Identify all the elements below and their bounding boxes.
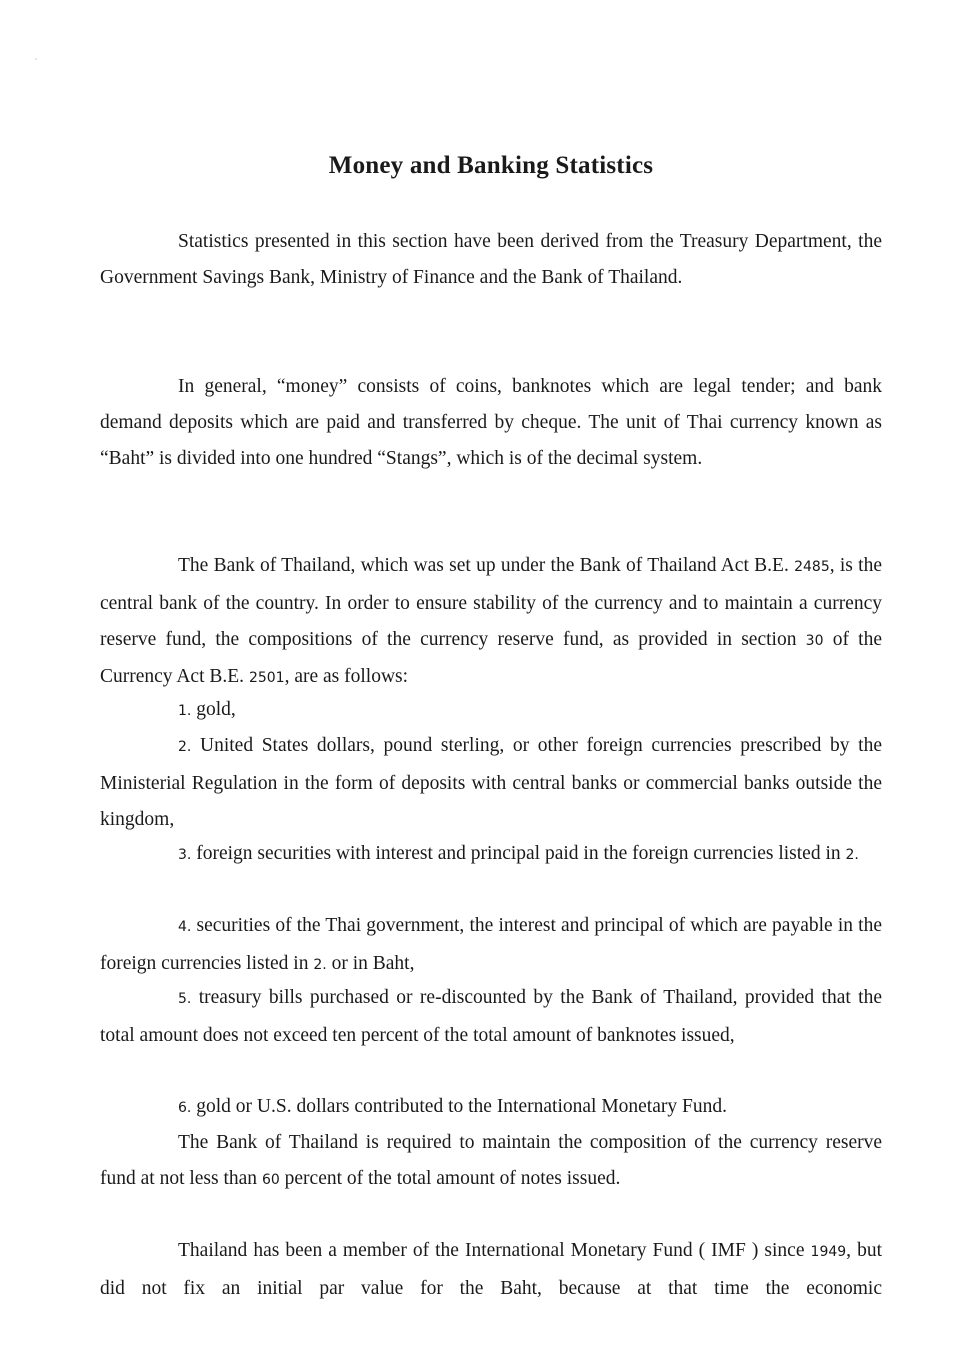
scan-speck	[35, 58, 37, 60]
item-number: 4.	[178, 919, 192, 935]
item-text: securities of the Thai government, the interest and principal of which are payable in the foreign currencies listed in	[100, 915, 882, 974]
imf-membership-paragraph	[100, 1233, 882, 1307]
item-text-tail: or in Baht,	[326, 952, 415, 974]
money-definition-paragraph: In general, “money” consists of coins, banknotes which are legal tender; and bank demand deposits which are paid and transferred by cheque. The unit of Thai currency known as “Baht” is divided into one hundred “Stangs”, which is of the decimal system.	[100, 376, 882, 469]
text-segment: of the Currency Act B.E.	[100, 628, 882, 688]
page-title: Money and Banking Statistics	[328, 152, 654, 179]
text-segment: , are as follows:	[284, 666, 409, 688]
item-number: 3.	[178, 847, 192, 863]
text-segment: , but did not fix an initial par value for the Baht, because at that time the economic	[100, 1240, 883, 1299]
percent-number: 60	[261, 1171, 280, 1188]
item-text: gold,	[191, 699, 236, 720]
text-segment: , is the central bank of the country. In order to ensure stability of the currency and to maintain a currency reserve fund, the compositions of the currency reserve fund, as provided in section	[100, 555, 882, 650]
item-text: gold or U.S. dollars contributed to the International Monetary Fund.	[191, 1096, 727, 1117]
list-item	[100, 836, 882, 874]
act-year-number: 2485	[794, 559, 830, 575]
list-item	[100, 728, 882, 837]
text-segment: The Bank of Thailand is required to maintain the composition of the currency reserve fund at not less than	[100, 1132, 882, 1189]
list-item	[100, 1089, 882, 1127]
section-number: 30	[805, 632, 824, 649]
text-segment: The Bank of Thailand, which was set up under the Bank of Thailand Act B.E.	[178, 555, 795, 576]
text-segment: Thailand has been a member of the International Monetary Fund ( IMF ) since	[178, 1240, 811, 1261]
item-number: 6.	[178, 1100, 192, 1116]
list-item	[100, 908, 882, 984]
intro-paragraph: Statistics presented in this section have been derived from the Treasury Department, the Government Savings Bank, Ministry of Finance and the Bank of Thailand.	[100, 231, 882, 288]
item-reference: 2.	[845, 847, 859, 863]
item-text: United States dollars, pound sterling, or other foreign currencies prescribed by the Ministerial Regulation in the form of deposits with central banks or commercial banks outside the kingdom,	[100, 735, 882, 830]
bank-of-thailand-paragraph	[100, 548, 882, 697]
list-item	[100, 980, 882, 1054]
currency-act-year-number: 2501	[248, 670, 285, 687]
list-item	[100, 692, 882, 730]
item-text: foreign securities with interest and principal paid in the foreign currencies listed in	[191, 843, 846, 864]
item-reference: 2.	[313, 956, 327, 973]
reserve-requirement-paragraph	[100, 1125, 882, 1199]
item-number: 1.	[178, 703, 192, 719]
text-segment: percent of the total amount of notes issued.	[279, 1167, 621, 1189]
year-number: 1949	[810, 1244, 847, 1260]
item-text: treasury bills purchased or re-discounted by the Bank of Thailand, provided that the total amount does not exceed ten percent of the total amount of banknotes issued,	[100, 987, 882, 1046]
item-number: 5.	[178, 991, 192, 1007]
item-number: 2.	[178, 739, 192, 755]
